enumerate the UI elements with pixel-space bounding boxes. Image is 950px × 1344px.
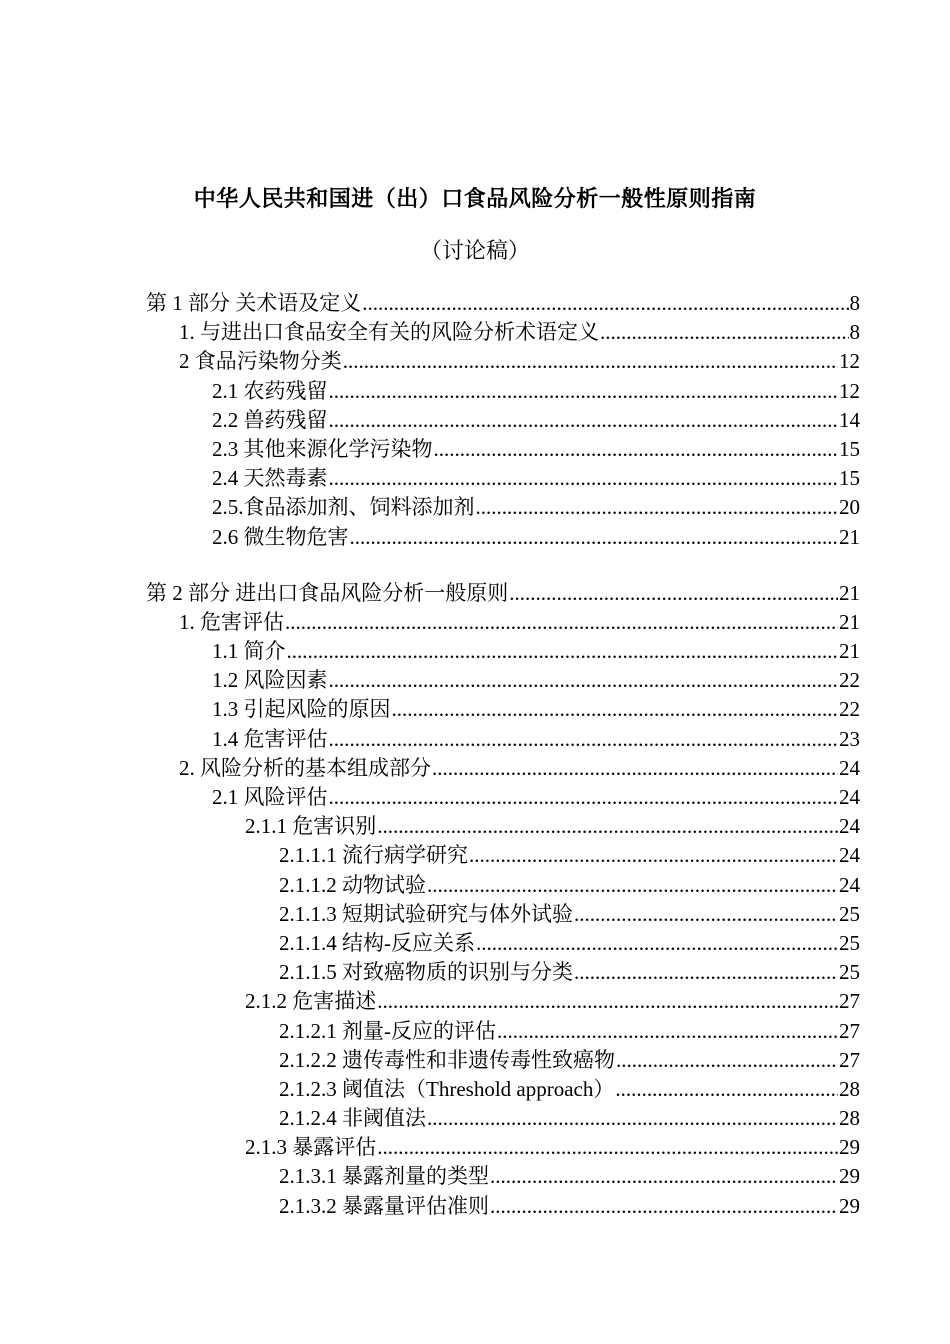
toc-entry-label: 2. 风险分析的基本组成部分 — [179, 755, 431, 780]
toc-entry-label: 1.3 引起风险的原因 — [212, 697, 391, 722]
toc-entry[interactable] — [146, 318, 860, 347]
toc-entry-label: 2.4 天然毒素 — [212, 466, 328, 491]
toc-entry[interactable] — [146, 871, 860, 900]
toc-dot-leader — [329, 406, 839, 435]
toc-dot-leader — [600, 318, 849, 347]
toc-dot-leader — [329, 377, 839, 406]
toc-dot-leader — [434, 435, 839, 464]
toc-page-number: 21 — [839, 524, 860, 549]
toc-dot-leader — [377, 987, 838, 1016]
toc-entry[interactable] — [146, 987, 860, 1016]
toc-page-number: 21 — [839, 639, 860, 664]
toc-page-number: 8 — [849, 291, 860, 315]
toc-entry-label: 2 食品污染物分类 — [179, 349, 342, 374]
toc-dot-leader — [615, 1075, 838, 1104]
toc-entry[interactable] — [146, 900, 860, 929]
toc-entry[interactable] — [146, 406, 860, 435]
toc-dot-leader — [490, 1162, 838, 1191]
toc-entry-label: 2.5.食品添加剂、饲料添加剂 — [212, 495, 475, 520]
toc-entry-label: 1.4 危害评估 — [212, 726, 328, 751]
toc-page-number: 27 — [839, 989, 860, 1014]
toc-entry-label: 2.1.3.1 暴露剂量的类型 — [279, 1164, 489, 1189]
toc-page-number: 15 — [839, 466, 860, 491]
toc-dot-leader — [362, 289, 848, 318]
toc-dot-leader — [509, 579, 838, 608]
toc-page-number: 24 — [839, 872, 860, 897]
toc-entry[interactable] — [146, 608, 860, 637]
toc-page-number: 24 — [839, 843, 860, 868]
toc-dot-leader — [343, 347, 838, 376]
toc-entry-label: 2.1.2 危害描述 — [245, 989, 377, 1014]
toc-page-number: 21 — [839, 609, 860, 634]
toc-entry[interactable] — [146, 579, 860, 608]
toc-dot-leader — [469, 841, 838, 870]
toc-entry[interactable] — [146, 1192, 860, 1221]
toc-entry-label: 2.1.1 危害识别 — [245, 814, 377, 839]
toc-entry-label: 2.1.3.2 暴露量评估准则 — [279, 1193, 489, 1218]
toc-entry[interactable] — [146, 464, 860, 493]
toc-page-number: 22 — [839, 668, 860, 693]
toc-entry-label: 2.6 微生物危害 — [212, 524, 349, 549]
toc-entry-label: 2.1.2.4 非阈值法 — [279, 1106, 426, 1131]
toc-dot-leader — [427, 1104, 838, 1133]
toc-page-number: 29 — [839, 1135, 860, 1160]
toc-page-number: 28 — [839, 1106, 860, 1131]
table-of-contents — [146, 289, 860, 1221]
toc-page-number: 14 — [839, 407, 860, 432]
toc-entry[interactable] — [146, 1046, 860, 1075]
toc-entry-label: 2.3 其他来源化学污染物 — [212, 436, 433, 461]
toc-entry-label: 2.1.1.3 短期试验研究与体外试验 — [279, 901, 573, 926]
toc-entry-label: 第 2 部分 进出口食品风险分析一般原则 — [146, 580, 509, 605]
toc-entry[interactable] — [146, 783, 860, 812]
toc-entry-label: 2.1.1.5 对致癌物质的识别与分类 — [279, 960, 573, 985]
toc-dot-leader — [329, 783, 839, 812]
toc-entry[interactable] — [146, 929, 860, 958]
toc-entry[interactable] — [146, 347, 860, 376]
toc-entry[interactable] — [146, 754, 860, 783]
toc-dot-leader — [490, 1192, 838, 1221]
toc-entry-label: 2.1 农药残留 — [212, 378, 328, 403]
toc-page-number: 12 — [839, 349, 860, 374]
toc-entry[interactable] — [146, 377, 860, 406]
toc-dot-leader — [432, 754, 838, 783]
toc-page-number: 15 — [839, 436, 860, 461]
toc-entry-label: 1. 与进出口食品安全有关的风险分析术语定义 — [179, 320, 599, 345]
toc-entry[interactable] — [146, 695, 860, 724]
toc-page-number: 12 — [839, 378, 860, 403]
toc-page-number: 27 — [839, 1018, 860, 1043]
toc-dot-leader — [476, 929, 838, 958]
toc-entry-label: 2.1.2.3 阈值法（Threshold approach） — [279, 1076, 615, 1101]
toc-dot-leader — [476, 493, 839, 522]
toc-entry-label: 2.1.1.1 流行病学研究 — [279, 843, 468, 868]
toc-page-number: 25 — [839, 960, 860, 985]
toc-entry[interactable] — [146, 1075, 860, 1104]
toc-page-number: 28 — [839, 1076, 860, 1101]
toc-page-number: 25 — [839, 930, 860, 955]
toc-dot-leader — [285, 608, 838, 637]
toc-page-number: 24 — [839, 814, 860, 839]
toc-page-number: 25 — [839, 901, 860, 926]
toc-entry-label: 1. 危害评估 — [179, 609, 284, 634]
toc-entry[interactable] — [146, 1104, 860, 1133]
toc-entry-label: 1.1 简介 — [212, 639, 286, 664]
toc-page-number: 29 — [839, 1193, 860, 1218]
document-title: 中华人民共和国进（出）口食品风险分析一般性原则指南 — [193, 187, 757, 212]
toc-dot-leader — [329, 464, 839, 493]
toc-page-number: 29 — [839, 1164, 860, 1189]
toc-entry[interactable] — [146, 958, 860, 987]
toc-entry[interactable] — [146, 1162, 860, 1191]
toc-page-number: 8 — [849, 320, 860, 345]
toc-entry-label: 第 1 部分 关术语及定义 — [146, 291, 362, 315]
toc-dot-leader — [616, 1046, 838, 1075]
toc-page-number: 22 — [839, 697, 860, 722]
toc-dot-leader — [329, 666, 839, 695]
toc-dot-leader — [350, 523, 839, 552]
toc-entry-label: 2.2 兽药残留 — [212, 407, 328, 432]
toc-entry[interactable] — [146, 637, 860, 666]
toc-entry[interactable] — [146, 812, 860, 841]
toc-dot-leader — [377, 812, 838, 841]
toc-entry-label: 2.1.1.2 动物试验 — [279, 872, 426, 897]
toc-entry[interactable] — [146, 435, 860, 464]
toc-entry[interactable] — [146, 1017, 860, 1046]
toc-entry-label: 2.1 风险评估 — [212, 785, 328, 809]
toc-entry[interactable] — [146, 841, 860, 870]
toc-page-number: 20 — [839, 495, 860, 520]
toc-dot-leader — [497, 1017, 838, 1046]
toc-entry[interactable] — [146, 666, 860, 695]
toc-dot-leader — [329, 725, 839, 754]
toc-entry[interactable] — [146, 523, 860, 552]
toc-page-number: 27 — [839, 1047, 860, 1072]
toc-entry-label: 2.1.2.1 剂量-反应的评估 — [279, 1018, 496, 1043]
toc-entry-label: 2.1.1.4 结构-反应关系 — [279, 930, 475, 955]
toc-dot-leader — [377, 1133, 838, 1162]
toc-dot-leader — [287, 637, 839, 666]
toc-entry[interactable] — [146, 289, 860, 318]
toc-entry-label: 1.2 风险因素 — [212, 668, 328, 693]
toc-entry[interactable] — [146, 725, 860, 754]
toc-entry-label: 2.1.3 暴露评估 — [245, 1135, 377, 1160]
toc-page-number: 21 — [839, 580, 860, 605]
toc-entry-label: 2.1.2.2 遗传毒性和非遗传毒性致癌物 — [279, 1047, 615, 1072]
toc-entry[interactable] — [146, 1133, 860, 1162]
toc-page-number: 24 — [839, 755, 860, 780]
toc-dot-leader — [574, 958, 838, 987]
toc-entry[interactable] — [146, 493, 860, 522]
toc-dot-leader — [574, 900, 838, 929]
toc-dot-leader — [392, 695, 839, 724]
toc-page-number: 23 — [839, 726, 860, 751]
toc-dot-leader — [427, 871, 838, 900]
document-subtitle: （讨论稿） — [419, 238, 530, 263]
toc-page-number: 24 — [839, 785, 860, 809]
